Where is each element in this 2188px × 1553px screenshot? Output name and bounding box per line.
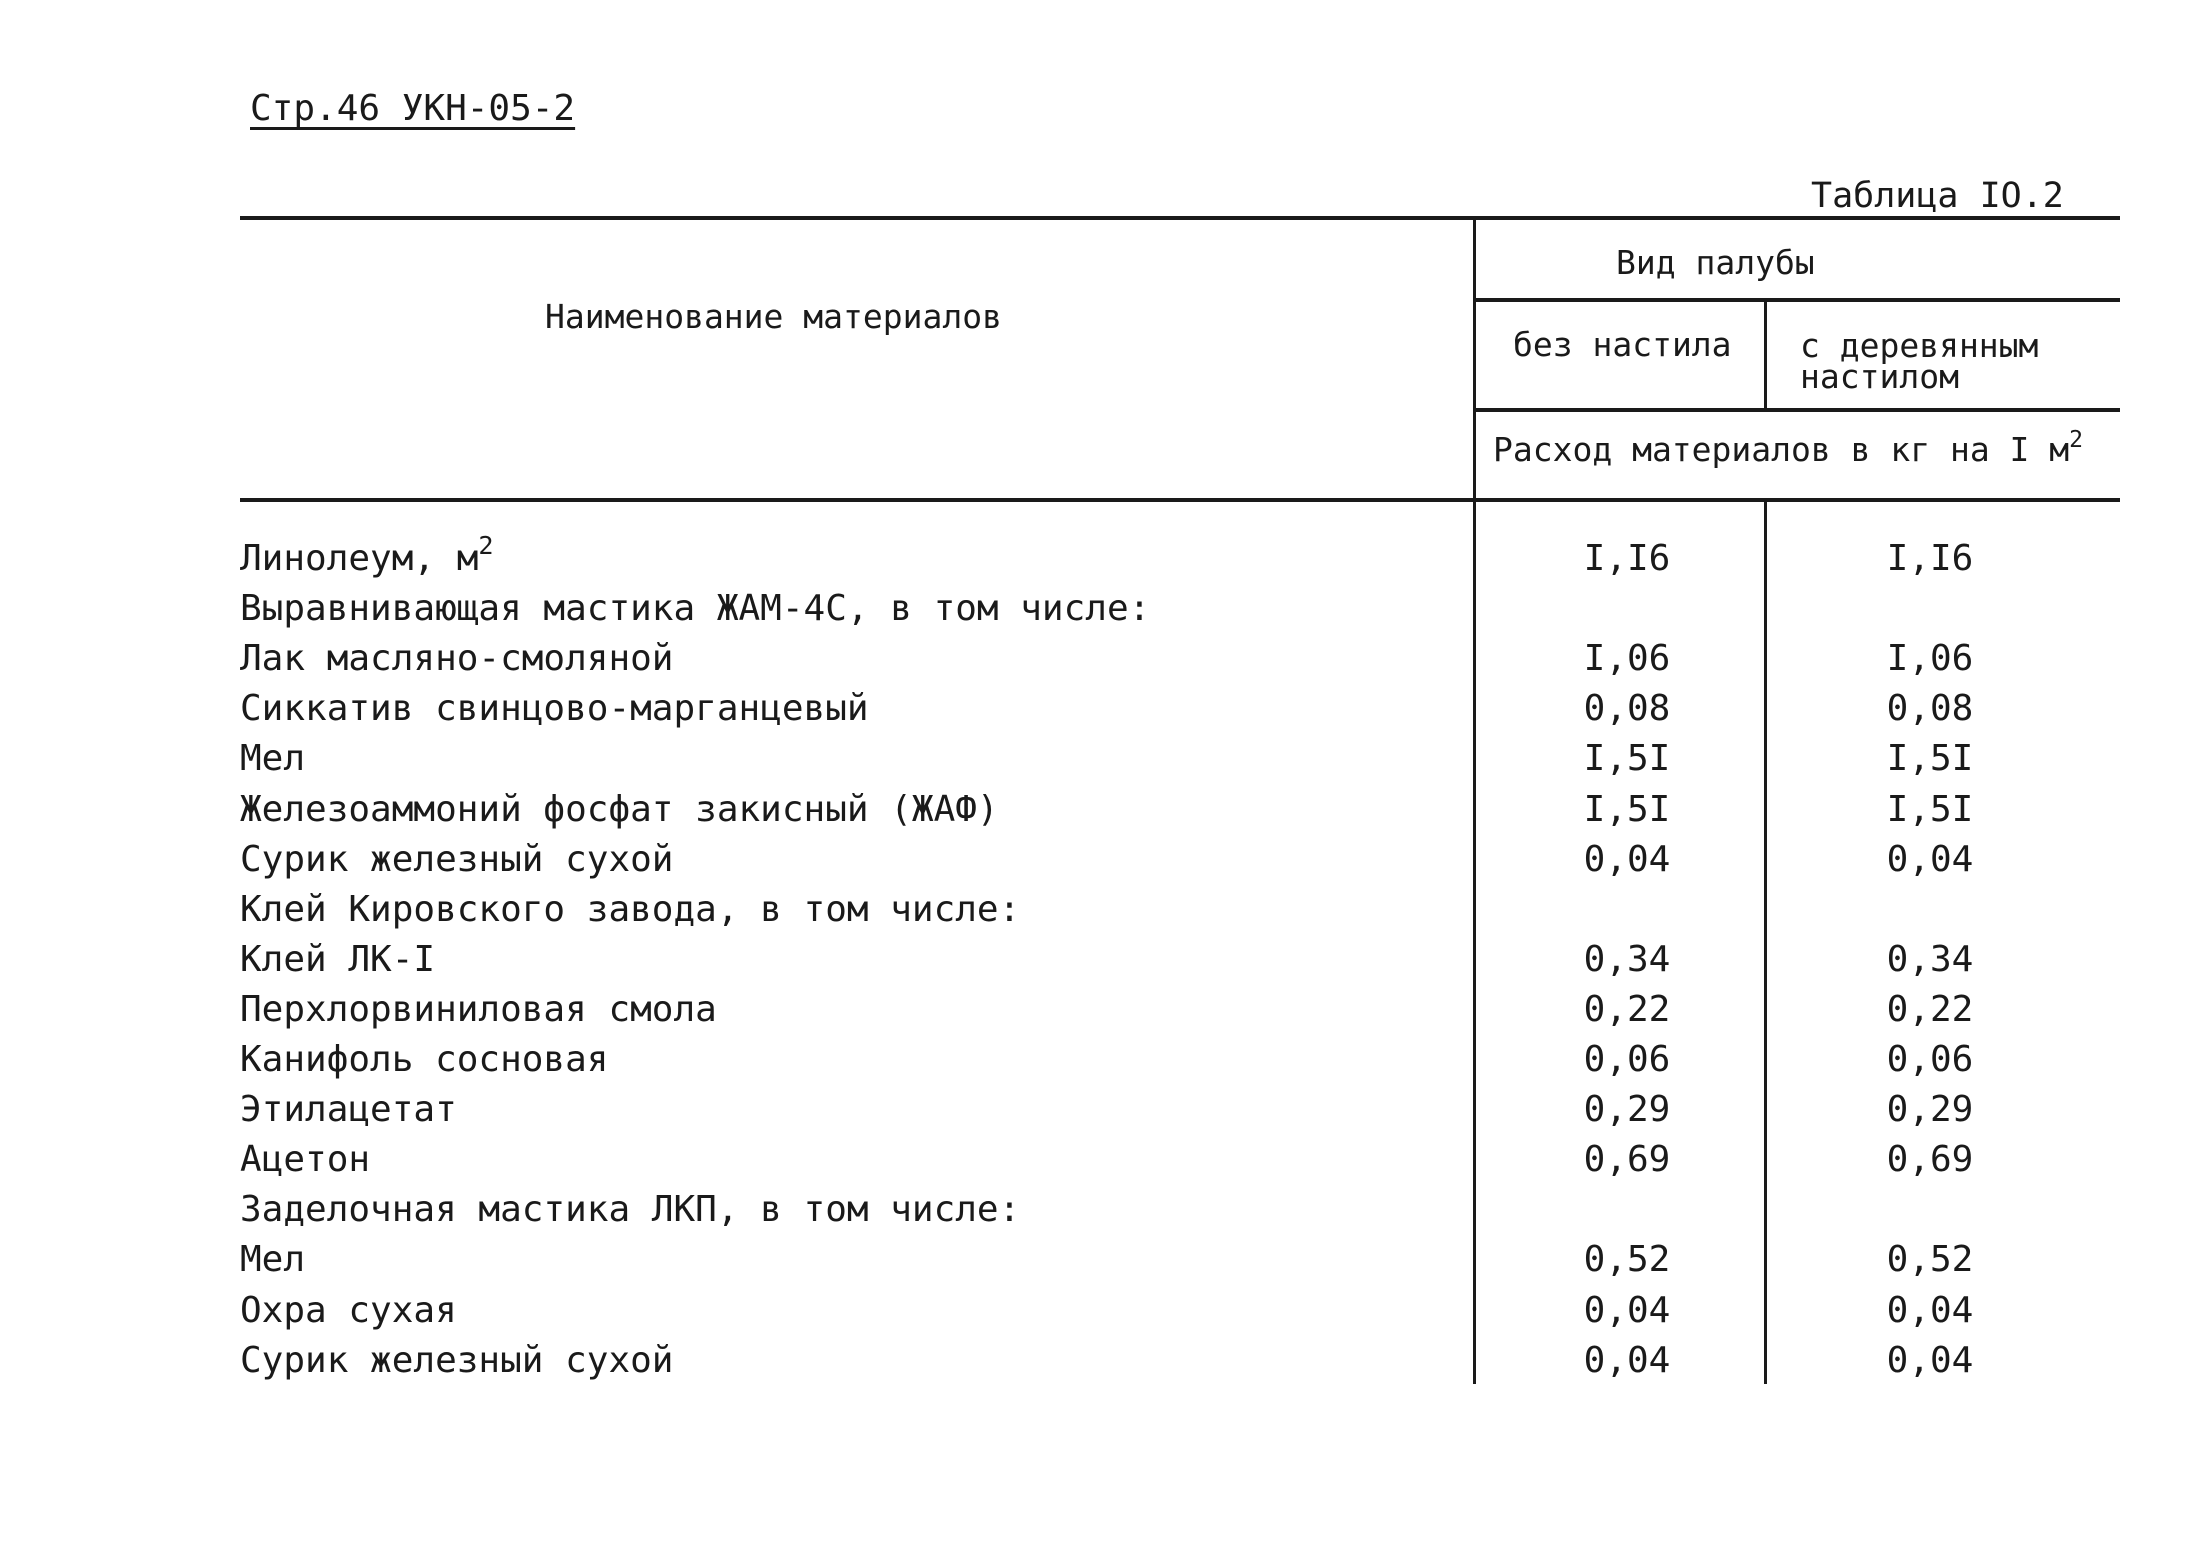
value-without-flooring: I,5I [1583, 738, 1671, 779]
header-wooden-flooring-line1: с деревянным [1800, 326, 2039, 365]
value-without-flooring: 0,22 [1583, 989, 1671, 1030]
group-header-rule [1474, 298, 2120, 302]
material-name [240, 638, 673, 679]
material-name [240, 1290, 457, 1331]
table-number: Таблица IO.2 [1811, 176, 2064, 216]
material-name-text: Перхлорвиниловая смола [240, 989, 717, 1030]
material-name [240, 1139, 370, 1180]
value-without-flooring: 0,52 [1583, 1239, 1671, 1280]
material-name [240, 531, 494, 579]
material-name [240, 1089, 457, 1130]
value-wooden-flooring: 0,29 [1886, 1089, 1974, 1130]
material-name-text: Мел [240, 1239, 306, 1280]
value-without-flooring: 0,08 [1583, 688, 1671, 729]
value-without-flooring: 0,04 [1583, 1290, 1671, 1331]
value-wooden-flooring: I,06 [1886, 638, 1974, 679]
material-name [240, 738, 305, 779]
page-header: Стр.46 УКН-05-2 [250, 88, 576, 129]
material-name [240, 789, 999, 830]
material-name [240, 588, 1150, 629]
value-without-flooring: 0,04 [1583, 839, 1671, 880]
value-wooden-flooring: 0,34 [1886, 939, 1974, 980]
material-name [240, 1239, 305, 1280]
material-name-text: Клей Кировского завода, в том числе: [240, 889, 1021, 930]
subheader-divider [1764, 298, 1767, 408]
material-name-text: Сурик железный сухой [240, 839, 674, 880]
value-without-flooring: 0,34 [1583, 939, 1671, 980]
value-without-flooring: 0,06 [1583, 1039, 1671, 1080]
value-column-divider [1764, 500, 1767, 1384]
header-bottom-rule [240, 498, 2120, 502]
table-top-rule [240, 216, 2120, 220]
material-name [240, 1039, 608, 1080]
header-without-flooring: без настила [1513, 325, 1732, 364]
material-name-text: Канифоль сосновая [240, 1039, 609, 1080]
value-without-flooring: 0,69 [1583, 1139, 1671, 1180]
material-name-text: Сурик железный сухой [240, 1340, 674, 1381]
material-name-text: Заделочная мастика ЛКП, в том числе: [240, 1189, 1021, 1230]
material-name-text: Клей ЛК-I [240, 939, 436, 980]
material-name [240, 889, 1020, 930]
value-wooden-flooring: 0,06 [1886, 1039, 1974, 1080]
material-name-text: Выравнивающая мастика ЖАМ-4С, в том числе: [240, 588, 1151, 629]
header-wooden-flooring-line2: настилом [1800, 357, 1959, 396]
value-without-flooring: 0,29 [1583, 1089, 1671, 1130]
value-wooden-flooring: I,5I [1886, 738, 1974, 779]
value-without-flooring: I,06 [1583, 638, 1671, 679]
material-name [240, 688, 869, 729]
value-wooden-flooring: I,I6 [1886, 538, 1974, 579]
material-name [240, 1340, 673, 1381]
value-wooden-flooring: I,5I [1886, 789, 1974, 830]
header-units-text: Расход материалов в кг на I м [1493, 430, 2070, 469]
material-name [240, 1189, 1020, 1230]
value-without-flooring: I,5I [1583, 789, 1671, 830]
material-name-text: Ацетон [240, 1139, 371, 1180]
material-name [240, 939, 435, 980]
value-wooden-flooring: 0,22 [1886, 989, 1974, 1030]
material-name [240, 989, 717, 1030]
material-name-text: Линолеум, м [240, 538, 479, 579]
header-deck-type: Вид палубы [1616, 243, 1815, 282]
value-wooden-flooring: 0,04 [1886, 1290, 1974, 1331]
material-name-text: Охра сухая [240, 1290, 457, 1331]
value-wooden-flooring: 0,69 [1886, 1139, 1974, 1180]
value-wooden-flooring: 0,04 [1886, 1340, 1974, 1381]
material-name-text: Сиккатив свинцово-марганцевый [240, 688, 869, 729]
material-name [240, 839, 673, 880]
units-header-rule [1474, 408, 2120, 412]
material-name-text: Железоаммоний фосфат закисный (ЖАФ) [240, 789, 999, 830]
header-units-superscript: 2 [2069, 426, 2084, 453]
name-column-divider [1473, 216, 1476, 1384]
header-name-column: Наименование материалов [545, 297, 1002, 336]
value-without-flooring: I,I6 [1583, 538, 1671, 579]
material-name-text: Мел [240, 738, 306, 779]
value-wooden-flooring: 0,08 [1886, 688, 1974, 729]
material-name-text: Этилацетат [240, 1089, 457, 1130]
value-wooden-flooring: 0,52 [1886, 1239, 1974, 1280]
header-consumption-units [1493, 426, 2084, 469]
value-wooden-flooring: 0,04 [1886, 839, 1974, 880]
material-name-text: Лак масляно-смоляной [240, 638, 674, 679]
value-without-flooring: 0,04 [1583, 1340, 1671, 1381]
material-name-superscript: 2 [478, 531, 494, 561]
